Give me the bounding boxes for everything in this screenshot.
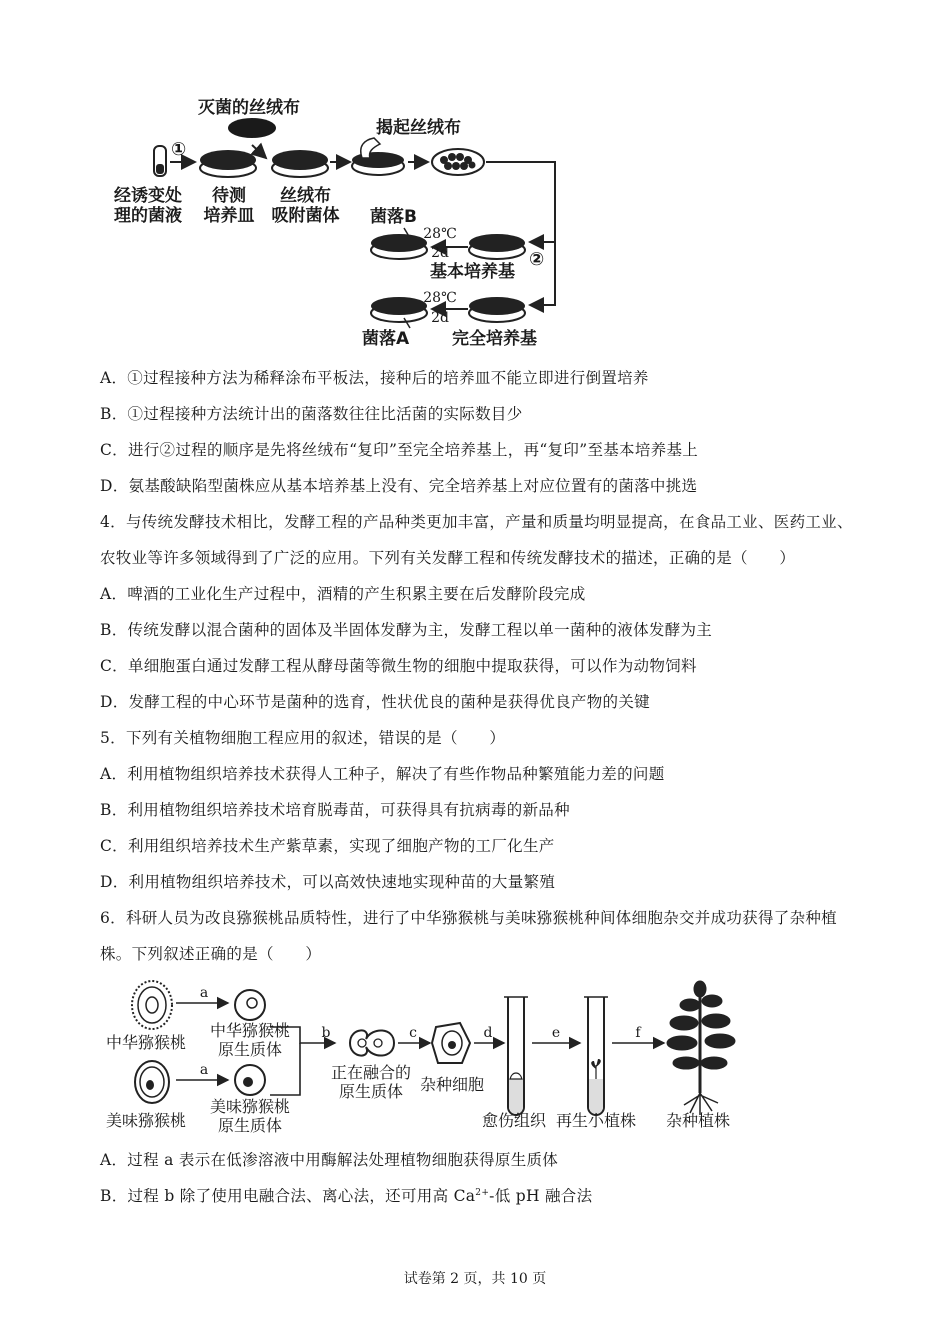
callus-tube-icon xyxy=(504,997,528,1115)
test-dish-icon xyxy=(200,150,256,177)
fusing-protoplast-icon xyxy=(350,1030,394,1055)
process-d: d xyxy=(483,1025,493,1041)
callus-label: 愈伤组织 xyxy=(482,1111,547,1130)
chinese-protoplast-label: 中华猕猴桃 原生质体 xyxy=(209,1021,290,1059)
sterile-cloth-icon xyxy=(228,118,276,138)
delicious-kiwi-label: 美味猕猴桃 xyxy=(106,1111,187,1130)
process-a-2: a xyxy=(199,1062,209,1078)
q3-option-b: B．①过程接种方法统计出的菌落数往往比活菌的实际数目少 xyxy=(100,405,523,423)
test-dish-label: 待测 培养皿 xyxy=(203,186,255,226)
q6-option-a: A．过程 a 表示在低渗溶液中用酶解法处理植物细胞获得原生质体 xyxy=(100,1151,559,1169)
step-2-marker: ② xyxy=(529,249,545,270)
lift-cloth-label: 揭起丝绒布 xyxy=(376,118,461,138)
basic-medium-label: 基本培养基 xyxy=(430,262,515,282)
process-c: c xyxy=(409,1025,417,1041)
colony-b-dish-icon xyxy=(371,234,427,259)
replica-plating-diagram xyxy=(0,0,950,360)
fusing-protoplast-label: 正在融合的 原生质体 xyxy=(330,1063,411,1101)
q4-option-a: A．啤酒的工业化生产过程中，酒精的产生积累主要在后发酵阶段完成 xyxy=(100,585,586,603)
mutant-liquid-label: 经诱变处 理的菌液 xyxy=(114,186,182,226)
q5-option-b: B．利用植物组织培养技术培育脱毒苗，可获得具有抗病毒的新品种 xyxy=(100,801,570,819)
temp-1-label: 28℃ xyxy=(423,226,457,242)
plantlet-tube-icon xyxy=(584,997,608,1115)
chinese-kiwi-cell-icon xyxy=(132,981,172,1029)
colony-a-label: 菌落A xyxy=(362,329,410,349)
plantlet-label: 再生小植株 xyxy=(556,1111,637,1130)
time-2-label: 2d xyxy=(431,310,449,326)
q3-option-c: C．进行②过程的顺序是先将丝绒布“复印”至完全培养基上，再“复印”至基本培养基上 xyxy=(100,441,699,459)
somatic-hybridization-diagram xyxy=(0,975,950,1145)
cloth-adsorb-label: 丝绒布 吸附菌体 xyxy=(271,186,340,226)
hybrid-plant-label: 杂种植株 xyxy=(666,1111,731,1130)
q3-option-d: D．氨基酸缺陷型菌株应从基本培养基上没有、完全培养基上对应位置有的菌落中挑选 xyxy=(100,477,698,495)
q3-option-a: A．①过程接种方法为稀释涂布平板法，接种后的培养皿不能立即进行倒置培养 xyxy=(100,369,649,387)
sterile-cloth-label: 灭菌的丝绒布 xyxy=(198,98,300,118)
delicious-protoplast-icon xyxy=(235,1065,265,1095)
colony-a-dish-icon xyxy=(371,297,427,322)
chinese-kiwi-label: 中华猕猴桃 xyxy=(106,1033,187,1052)
complete-medium-dish-icon xyxy=(469,297,525,322)
complete-medium-label: 完全培养基 xyxy=(452,329,537,349)
test-tube-icon xyxy=(154,146,166,176)
time-1-label: 2d xyxy=(431,245,449,261)
q4-option-b: B．传统发酵以混合菌种的固体及半固体发酵为主，发酵工程以单一菌种的液体发酵为主 xyxy=(100,621,713,639)
q6-option-b: B．过程 b 除了使用电融合法、离心法，还可用高 $Ca^{2+}-$低 pH 融合法 xyxy=(100,1187,593,1205)
basic-medium-dish-icon xyxy=(469,234,525,259)
q4-option-c: C．单细胞蛋白通过发酵工程从酵母菌等微生物的细胞中提取获得，可以作为动物饲料 xyxy=(100,657,697,675)
q6-stem-line-2: 株。下列叙述正确的是（ ） xyxy=(100,945,322,963)
process-f: f xyxy=(635,1025,641,1041)
delicious-kiwi-cell-icon xyxy=(135,1061,169,1103)
hybrid-plant-icon xyxy=(667,981,735,1115)
colony-b-label: 菌落B xyxy=(370,207,417,227)
process-b: b xyxy=(321,1025,331,1041)
delicious-protoplast-label: 美味猕猴桃 原生质体 xyxy=(209,1097,290,1135)
cloth-dish-icon xyxy=(272,150,328,177)
colony-plate-icon xyxy=(432,149,484,175)
q5-option-c: C．利用组织培养技术生产紫草素，实现了细胞产物的工厂化生产 xyxy=(100,837,555,855)
process-e: e xyxy=(551,1025,561,1041)
q4-stem-line-1: 4．与传统发酵技术相比，发酵工程的产品种类更加丰富，产量和质量均明显提高，在食品工业、医药工业、 xyxy=(100,513,853,531)
hybrid-cell-label: 杂种细胞 xyxy=(420,1075,485,1094)
process-a-1: a xyxy=(199,985,209,1001)
step-1-marker: ① xyxy=(171,139,187,160)
hybrid-cell-icon xyxy=(432,1023,470,1063)
temp-2-label: 28℃ xyxy=(423,290,457,306)
page-footer: 试卷第 2 页，共 10 页 xyxy=(403,1271,547,1287)
lifting-cloth-dish-icon xyxy=(352,138,404,175)
chinese-protoplast-icon xyxy=(235,990,265,1020)
q4-option-d: D．发酵工程的中心环节是菌种的选育，性状优良的菌种是获得优良产物的关键 xyxy=(100,693,650,711)
q4-stem-line-2: 农牧业等许多领域得到了广泛的应用。下列有关发酵工程和传统发酵技术的描述，正确的是（ ） xyxy=(100,549,796,567)
replica-plating-drawing xyxy=(0,0,950,360)
q6-stem-line-1: 6．科研人员为改良猕猴桃品质特性，进行了中华猕猴桃与美味猕猴桃种间体细胞杂交并成功获得了杂种植 xyxy=(100,909,837,927)
q5-option-d: D．利用植物组织培养技术，可以高效快速地实现种苗的大量繁殖 xyxy=(100,873,556,891)
q5-stem: 5．下列有关植物细胞工程应用的叙述，错误的是（ ） xyxy=(100,729,506,747)
q5-option-a: A．利用植物组织培养技术获得人工种子，解决了有些作物品种繁殖能力差的问题 xyxy=(100,765,665,783)
